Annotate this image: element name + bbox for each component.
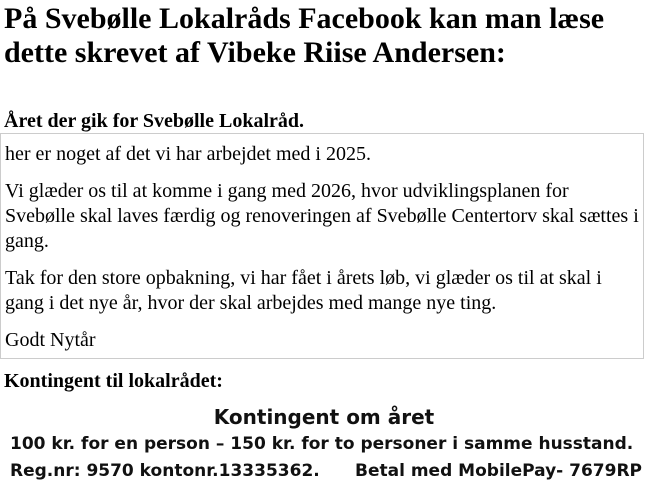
post-paragraph-greeting: Godt Nytår bbox=[5, 329, 96, 351]
facebook-post-quote bbox=[0, 133, 644, 359]
post-paragraph-intro: her er noget af det vi har arbejdet med i 2025. bbox=[5, 143, 371, 165]
section-heading: Året der gik for Svebølle Lokalråd. bbox=[4, 110, 304, 132]
dues-info-image bbox=[0, 398, 648, 491]
dues-title: Kontingent om året bbox=[213, 405, 435, 429]
post-paragraph-plans: Vi glæder os til at komme i gang med 2026, hvor udviklingsplanen for Svebølle skal laves færdig og renoveringen af Svebølle Centertorv skal sættes i gang. bbox=[5, 180, 639, 252]
dues-bank-account: Reg.nr: 9570 kontonr.13335362. bbox=[10, 461, 320, 481]
dues-prices: 100 kr. for en person – 150 kr. for to personer i samme husstand. bbox=[10, 434, 634, 454]
article-headline: På Svebølle Lokalråds Facebook kan man læse dette skrevet af Vibeke Riise Andersen: bbox=[4, 2, 605, 69]
dues-mobilepay: Betal med MobilePay- 7679RP bbox=[355, 461, 642, 481]
kontingent-heading: Kontingent til lokalrådet: bbox=[4, 370, 223, 392]
post-paragraph-thanks: Tak for den store opbakning, vi har fået i årets løb, vi glæder os til at skal i gang i det nye år, hvor der skal arbejdes med mange nye ting. bbox=[5, 267, 602, 314]
